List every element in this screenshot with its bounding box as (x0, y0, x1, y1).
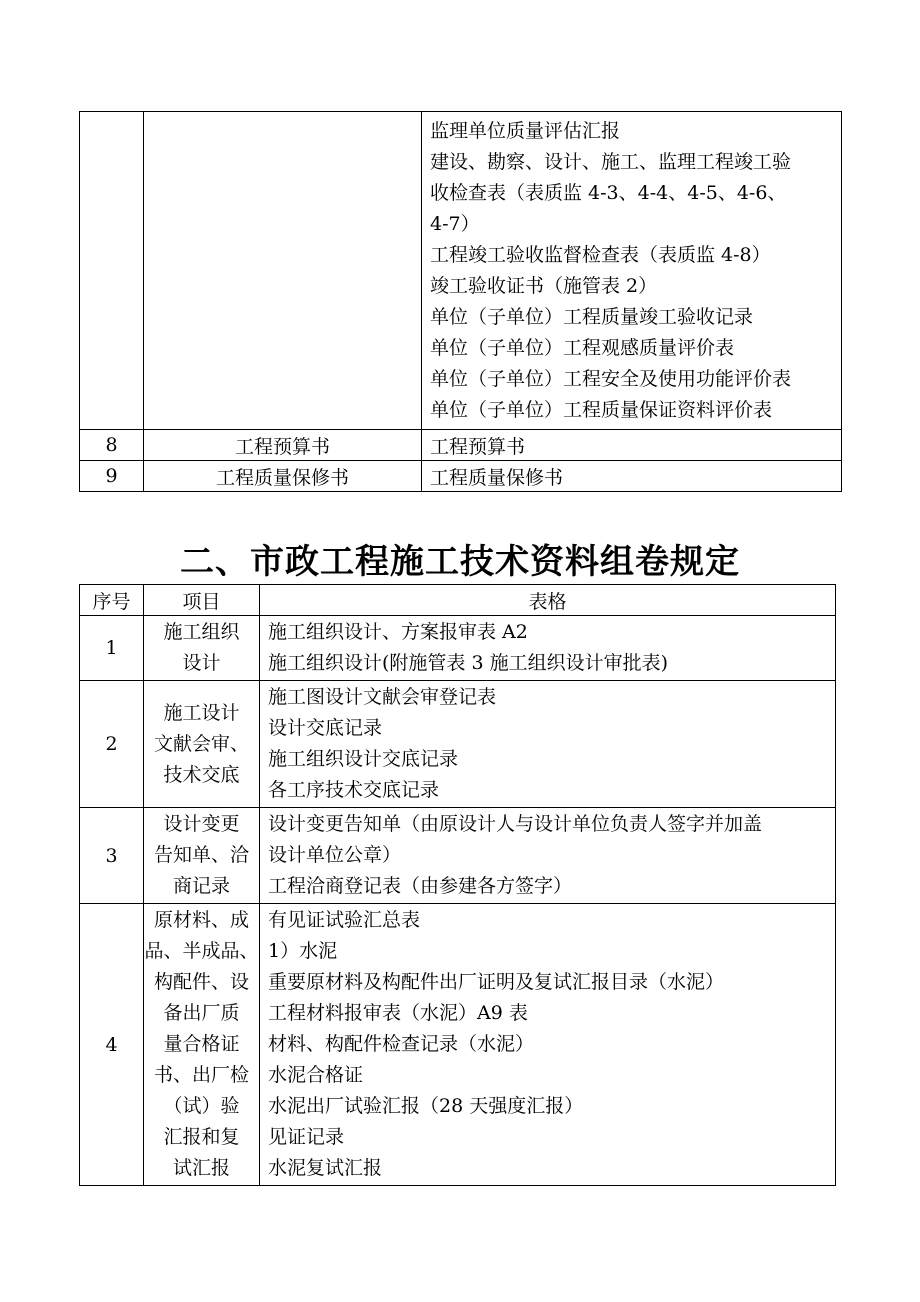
item-line: 汇报和复 (163, 1126, 240, 1148)
item-cell (144, 112, 422, 430)
content-line: 竣工验收证书（施管表 2） (430, 275, 658, 297)
table-header-row (80, 585, 836, 616)
item-line: 设计 (182, 652, 221, 674)
num-cell (80, 112, 144, 430)
header-num: 序号 (80, 585, 144, 616)
table-row (80, 904, 836, 1186)
num-cell: 4 (80, 904, 144, 1186)
content-line: 监理单位质量评估汇报 (430, 120, 621, 142)
item-line: 施工组织 (163, 621, 240, 643)
content-line: 施工组织设计交底记录 (268, 748, 459, 770)
num-cell: 8 (80, 430, 144, 461)
item-line: 告知单、洽 (153, 844, 249, 866)
content-line: 单位（子单位）工程安全及使用功能评价表 (430, 368, 792, 390)
content-line: 建设、勘察、设计、施工、监理工程竣工验 (430, 151, 792, 173)
item-line: 构配件、设 (153, 971, 249, 993)
content-line: 施工图设计文献会审登记表 (268, 686, 497, 708)
section-title: 二、市政工程施工技术资料组卷规定 (180, 542, 740, 582)
archive-table-part2 (79, 584, 836, 1186)
item-cell (144, 808, 260, 904)
item-line: 品、半成品、 (144, 940, 259, 962)
item-line: 试汇报 (172, 1157, 230, 1179)
content-line: 工程材料报审表（水泥）A9 表 (268, 1002, 528, 1024)
num-cell: 9 (80, 461, 144, 492)
table-row (80, 681, 836, 808)
content-line: 单位（子单位）工程质量竣工验收记录 (430, 306, 754, 328)
item-cell (144, 681, 260, 808)
table-row (80, 112, 842, 430)
content-cell: 工程质量保修书 (422, 461, 842, 492)
content-line: 设计交底记录 (268, 717, 383, 739)
num-cell: 3 (80, 808, 144, 904)
item-line: 设计变更 (163, 813, 240, 835)
content-line: 设计单位公章） (268, 844, 402, 866)
item-line: 原材料、成 (153, 909, 249, 931)
content-line: 单位（子单位）工程质量保证资料评价表 (430, 399, 773, 421)
content-line: 1）水泥 (268, 940, 338, 962)
item-line: 书、出厂检 (153, 1064, 249, 1086)
item-cell: 工程预算书 (144, 430, 422, 461)
content-line: 水泥复试汇报 (268, 1157, 383, 1179)
content-line: 水泥合格证 (268, 1064, 364, 1086)
archive-table-part1 (79, 111, 842, 492)
item-line: 商记录 (172, 875, 230, 897)
content-line: 材料、构配件检查记录（水泥） (268, 1033, 535, 1055)
table-row (80, 461, 842, 492)
content-line: 水泥出厂试验汇报（28 天强度汇报） (268, 1095, 584, 1117)
num-cell: 1 (80, 616, 144, 681)
content-line: 工程竣工验收监督检查表（表质监 4-8） (430, 244, 771, 266)
content-cell: 工程预算书 (422, 430, 842, 461)
header-content: 表格 (260, 585, 836, 616)
table-row (80, 616, 836, 681)
item-cell (144, 616, 260, 681)
content-line: 收检查表（表质监 4-3、4-4、4-5、4-6、 (430, 182, 787, 204)
num-cell: 2 (80, 681, 144, 808)
content-line: 单位（子单位）工程观感质量评价表 (430, 337, 735, 359)
item-line: 备出厂质 (163, 1002, 240, 1024)
item-line: 文献会审、 (153, 732, 249, 755)
header-item: 项目 (144, 585, 260, 616)
content-line: 施工组织设计(附施管表 3 施工组织设计审批表) (268, 652, 668, 674)
item-line: （试）验 (163, 1095, 240, 1117)
content-line: 有见证试验汇总表 (268, 909, 421, 931)
content-line: 施工组织设计、方案报审表 A2 (268, 621, 528, 643)
content-line: 各工序技术交底记录 (268, 779, 440, 801)
content-line: 设计变更告知单（由原设计人与设计单位负责人签字并加盖 (268, 813, 763, 835)
content-cell (260, 808, 836, 904)
content-cell (422, 112, 842, 430)
item-line: 施工设计 (163, 701, 240, 724)
item-line: 技术交底 (163, 763, 240, 786)
item-cell (144, 904, 260, 1186)
table-row (80, 430, 842, 461)
content-cell (260, 616, 836, 681)
content-line: 工程洽商登记表（由参建各方签字） (268, 875, 573, 897)
content-cell (260, 904, 836, 1186)
item-cell: 工程质量保修书 (144, 461, 422, 492)
table-row (80, 808, 836, 904)
content-line: 4-7） (430, 213, 480, 235)
content-line: 重要原材料及构配件出厂证明及复试汇报目录（水泥） (268, 971, 725, 993)
content-line: 见证记录 (268, 1126, 345, 1148)
content-cell (260, 681, 836, 808)
item-line: 量合格证 (163, 1033, 240, 1055)
